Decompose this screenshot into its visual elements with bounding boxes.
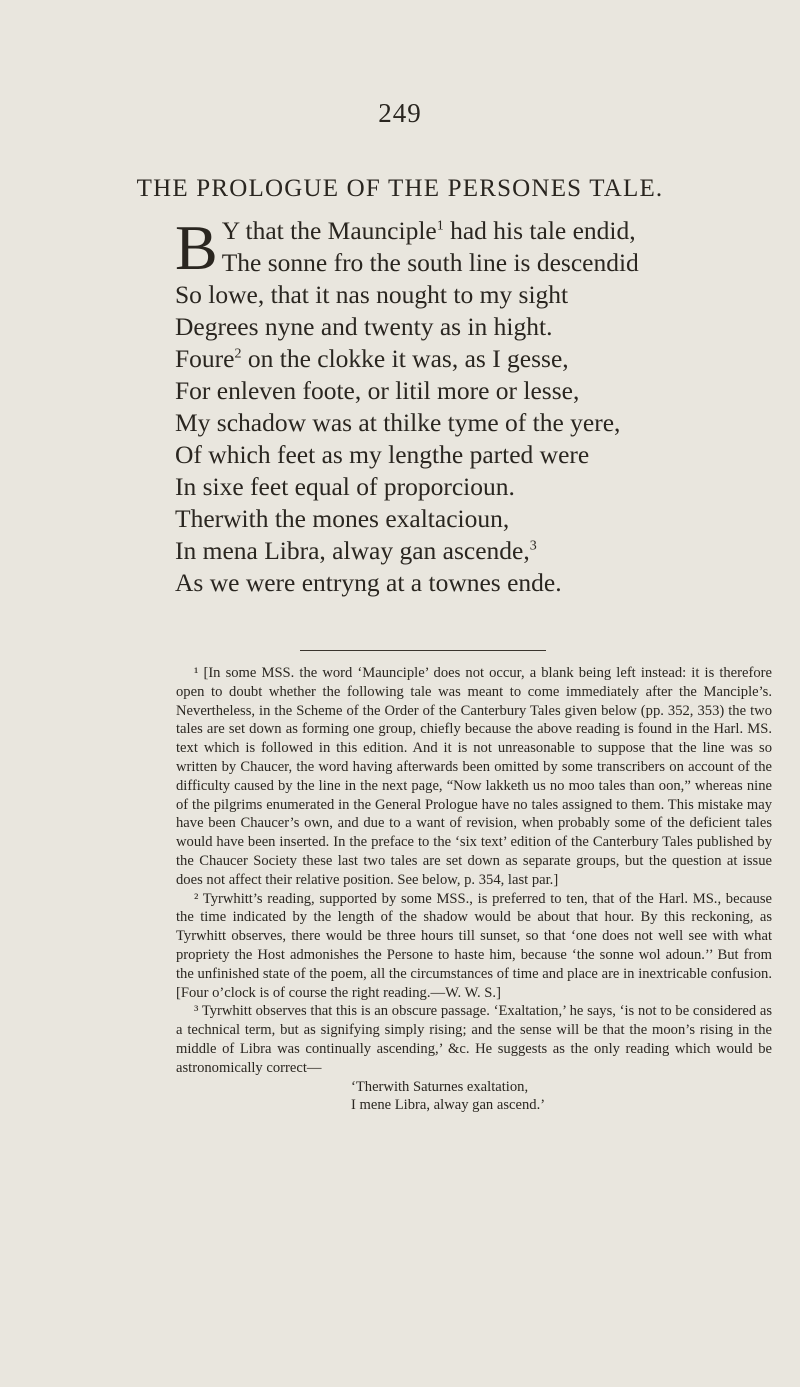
footnote-2: ² Tyrwhitt’s reading, supported by some MSS., is preferred to ten, that of the Harl. MS., because the time indicated by the length of the shadow would be about that hour. By this reckoning, as Tyrwhitt observes, there would be three hours till sunset, so that ‘one does not well see with what propriety the Host admonishes the Persone to haste him, because ‘the sonne wol adoun.’’ But from the unfinished state of the poem, all the circumstances of time and place are in inextricable confusion. [Four o’clock is of course the right reading.—W. W. S.] [176, 890, 772, 1001]
poem-line-9: In sixe feet equal of proporcioun. [175, 472, 515, 501]
poem-line-10: Therwith the mones exaltacioun, [175, 504, 510, 533]
footnote-1: ¹ [In some MSS. the word ‘Maunciple’ does not occur, a blank being left instead: it is therefore open to doubt whether the following tale was meant to come immediately after the Manciple’s. Nevertheless, in the Scheme of the Order of the Canterbury Tales given below (pp. 352, 353) the two tales are set down as forming one group, chiefly because the above reading is found in the Harl. MS. text which is followed in this edition. And it is not unreasonable to suppose that the line was so written by Chaucer, the word having afterwards been omitted by some transcribers on account of the difficulty caused by the line in the next page, “Now lakketh us no moo tales than oon,” whereas nine of the pilgrims enumerated in the General Prologue have no tales assigned to them. This mistake may have been Chaucer’s own, and due to a want of revision, when probably some of the deficient tales would have been inserted. In the preface to the ‘six text’ edition of the Canterbury Tales published by the Chaucer Society these last two tales are set down as separate groups, but the question at issue does not affect their relative position. See below, p. 354, last par.] [176, 665, 772, 888]
poem-line-4: Degrees nyne and twenty as in hight. [175, 312, 553, 341]
poem-line-12: As we were entryng at a townes ende. [175, 568, 562, 597]
footnote-divider [300, 650, 546, 651]
drop-cap: B [175, 212, 218, 283]
poem-line-11: In mena Libra, alway gan ascende,$^3$ [175, 536, 537, 565]
poem-line-7: My schadow was at thilke tyme of the yere, [175, 408, 621, 437]
poem-line-2: The sonne fro the south line is descendid [221, 248, 639, 277]
poem-line-8: Of which feet as my lengthe parted were [175, 440, 590, 469]
footnote-quote-line-2: I mene Libra, alway gan ascend.’ [351, 1097, 546, 1114]
page-number: 249 [378, 98, 422, 128]
poem-line-1: Y that the Maunciple$^1$ had his tale endid, [221, 216, 636, 245]
footnotes [176, 664, 772, 1115]
poem-line-6: For enleven foote, or litil more or lesse, [175, 376, 580, 405]
poem-line-5: Foure$^2$ on the clokke it was, as I gesse, [175, 344, 569, 373]
page-title: THE PROLOGUE OF THE PERSONES TALE. [136, 175, 664, 202]
footnote-quote-line-1: ‘Therwith Saturnes exaltation, [351, 1078, 529, 1095]
poem [175, 212, 785, 599]
footnote-3: ³ Tyrwhitt observes that this is an obscure passage. ‘Exaltation,’ he says, ‘is not to be considered as a technical term, but as signifying simply rising; and the sense will be that the moon’s rising in the middle of Libra was continually ascending,’ &c. He suggests as the only reading which would be astronomically correct— [176, 1003, 772, 1076]
poem-line-3: So lowe, that it nas nought to my sight [175, 280, 569, 309]
